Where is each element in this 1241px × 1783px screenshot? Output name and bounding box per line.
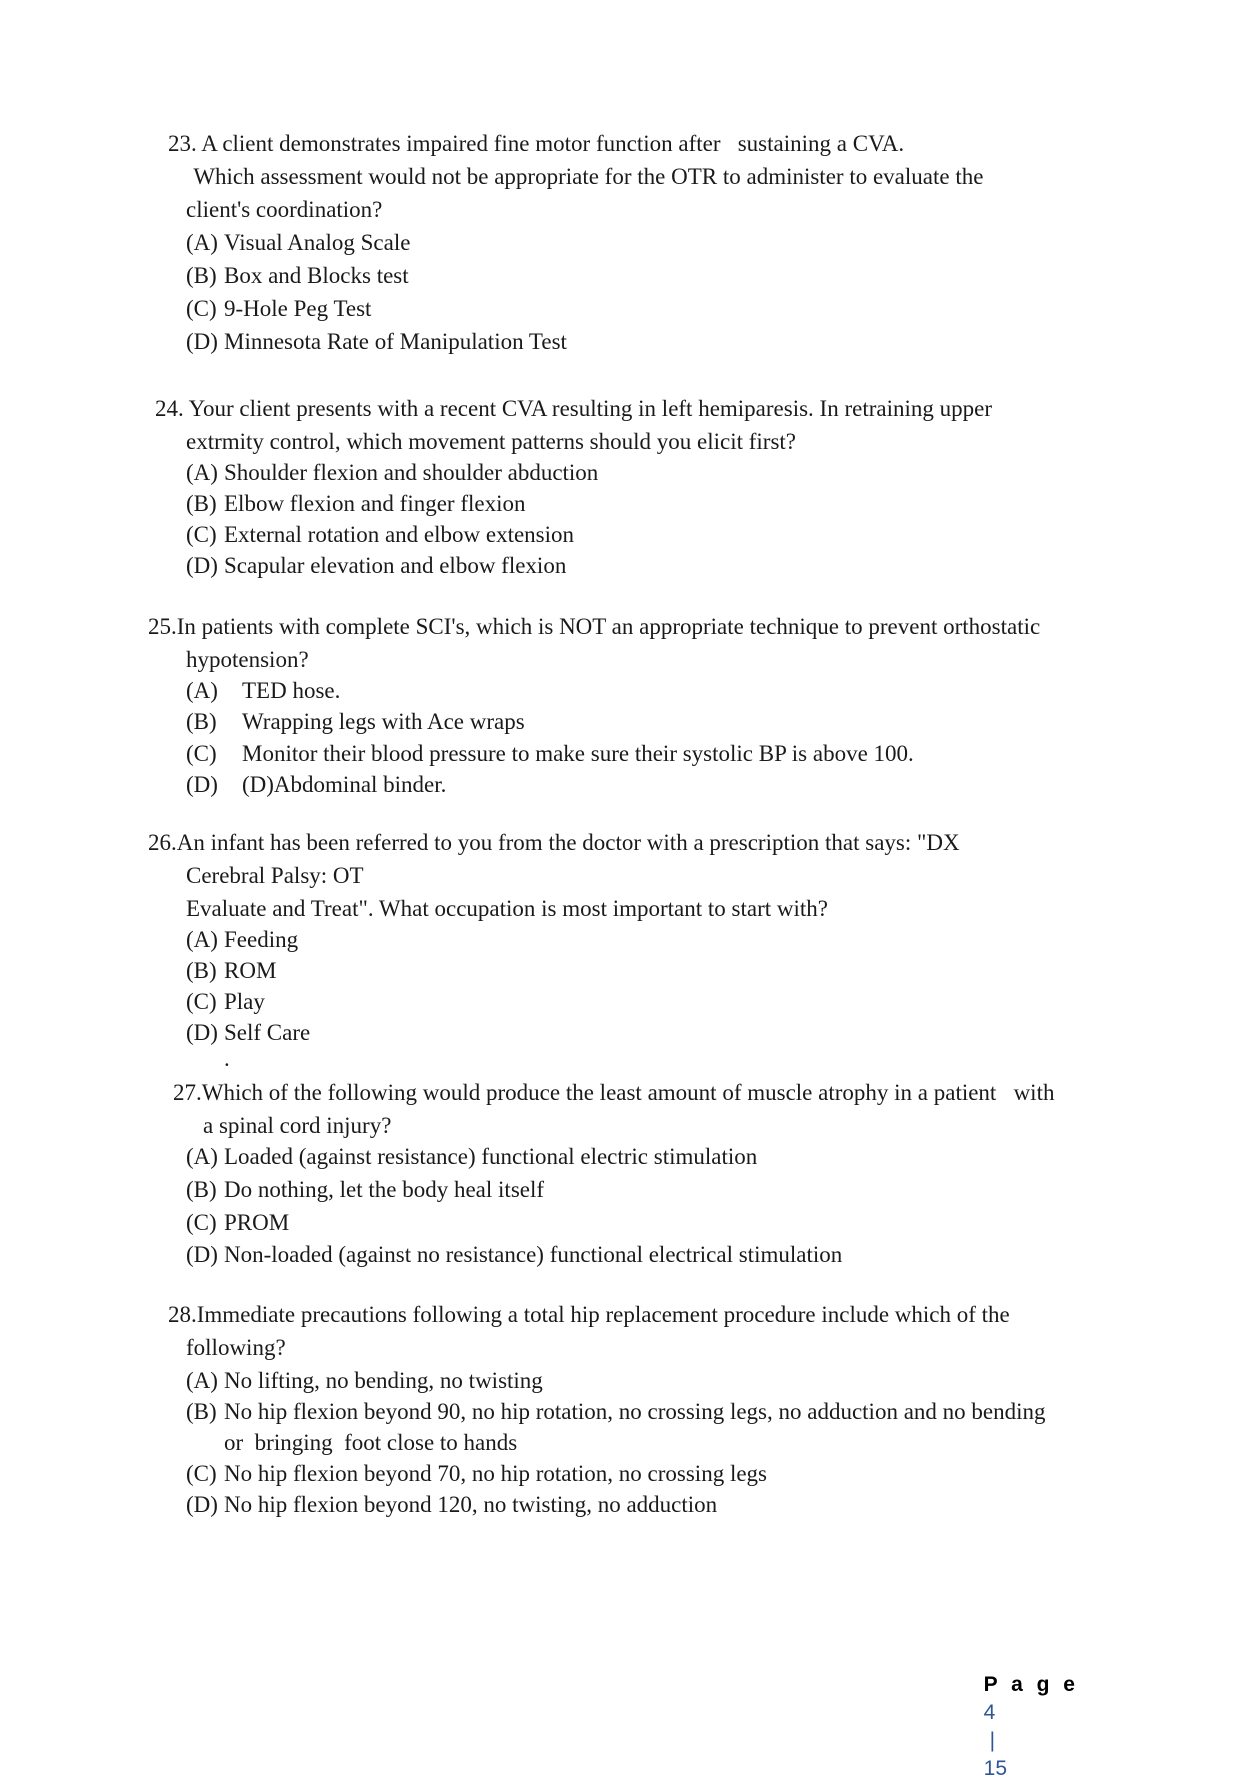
option-letter: (D) [186,553,218,578]
option-text: Minnesota Rate of Manipulation Test [224,329,567,354]
page-total: 15 [983,1757,1008,1780]
option-letter: (C) [186,1210,217,1235]
question-stem-line: 25.In patients with complete SCI's, which is NOT an appropriate technique to prevent orthostatic [148,614,1041,639]
option-text: Play [224,989,265,1014]
question-stem-line: Which assessment would not be appropriate for the OTR to administer to evaluate the [188,164,984,189]
option-text: Non-loaded (against no resistance) functional electrical stimulation [224,1242,843,1267]
option-text: Wrapping legs with Ace wraps [242,709,525,734]
option-text: ROM [224,958,277,983]
option-letter: (A) [186,460,218,485]
option-letter: (D) [186,772,218,797]
option-letter: (B) [186,709,217,734]
option-text-continuation: or bringing foot close to hands [224,1430,518,1455]
option-text: Shoulder flexion and shoulder abduction [224,460,599,485]
question-stem-line: 23. A client demonstrates impaired fine motor function after sustaining a CVA. [168,131,905,156]
option-text: No hip flexion beyond 70, no hip rotation, no crossing legs [224,1461,767,1486]
option-letter: (B) [186,263,217,288]
option-letter: (C) [186,1461,217,1486]
page-number: 4 [983,1701,996,1724]
option-letter: (A) [186,927,218,952]
page-label: P a g e [983,1673,1079,1696]
question-stem-line: 24. Your client presents with a recent CVA resulting in left hemiparesis. In retraining upper [155,396,992,421]
option-letter: (B) [186,491,217,516]
option-letter: (A) [186,1368,218,1393]
question-stem-line: client's coordination? [186,197,383,222]
option-text: No hip flexion beyond 90, no hip rotation, no crossing legs, no adduction and no bending [224,1399,1046,1424]
option-letter: (B) [186,1399,217,1424]
option-letter: (A) [186,1144,218,1169]
option-letter: (B) [186,1177,217,1202]
option-letter: (D) [186,1242,218,1267]
option-text: (D)Abdominal binder. [242,772,447,797]
option-text: 9-Hole Peg Test [224,296,372,321]
option-text: No hip flexion beyond 120, no twisting, no adduction [224,1492,718,1517]
option-letter: (C) [186,741,217,766]
option-letter: (A) [186,230,218,255]
question-stem-line: 27.Which of the following would produce the least amount of muscle atrophy in a patient with [173,1080,1055,1105]
option-text: Elbow flexion and finger flexion [224,491,526,516]
option-letter: (C) [186,296,217,321]
option-text: Loaded (against resistance) functional electric stimulation [224,1144,758,1169]
option-text: External rotation and elbow extension [224,522,575,547]
option-letter: (A) [186,678,218,703]
question-stem-line: 28.Immediate precautions following a total hip replacement procedure include which of the [168,1302,1010,1327]
option-text: PROM [224,1210,290,1235]
question-stem-line: Evaluate and Treat". What occupation is most important to start with? [186,896,828,921]
question-stem-line: Cerebral Palsy: OT [186,863,364,888]
option-letter: (D) [186,1020,218,1045]
page-footer [972,1643,1079,1783]
option-text: TED hose. [242,678,341,703]
option-letter: (B) [186,958,217,983]
option-text: Self Care [224,1020,311,1045]
option-letter: (C) [186,989,217,1014]
trailing-dot: . [224,1046,230,1071]
question-stem-line: following? [186,1335,286,1360]
option-letter: (D) [186,329,218,354]
option-text: Visual Analog Scale [224,230,411,255]
question-stem-line: extrmity control, which movement patterns should you elicit first? [186,429,797,454]
option-text: Do nothing, let the body heal itself [224,1177,545,1202]
option-text: Monitor their blood pressure to make sure their systolic BP is above 100. [242,741,914,766]
option-text: Feeding [224,927,299,952]
option-text: No lifting, no bending, no twisting [224,1368,543,1393]
option-text: Scapular elevation and elbow flexion [224,553,567,578]
question-stem-line: 26.An infant has been referred to you from the doctor with a prescription that says: "DX [148,830,960,855]
option-text: Box and Blocks test [224,263,409,288]
option-letter: (C) [186,522,217,547]
question-stem-line: a spinal cord injury? [203,1113,392,1138]
option-letter: (D) [186,1492,218,1517]
page-separator: | [989,1729,996,1752]
question-stem-line: hypotension? [186,647,309,672]
